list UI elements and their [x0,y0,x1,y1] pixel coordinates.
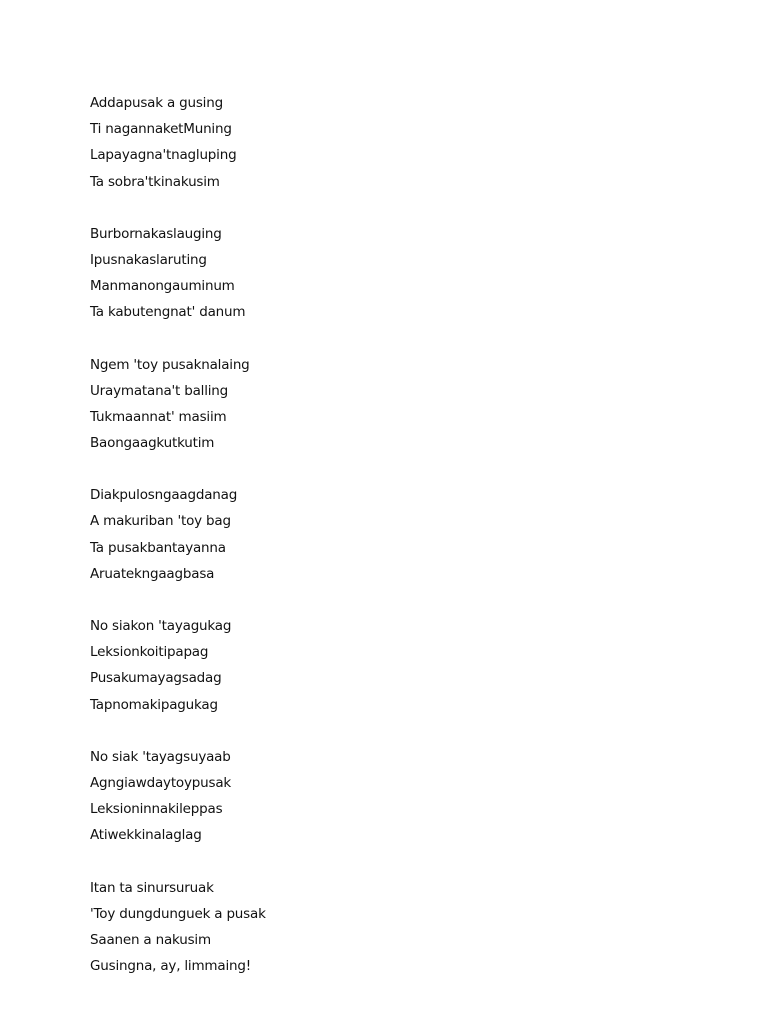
poem-line: Uraymatana't balling [90,382,229,399]
poem-line: 'Toy dungdunguek a pusak [90,905,266,922]
poem-line: Pusakumayagsadag [90,670,222,687]
stanza [90,221,266,326]
poem-line: Lapayagna'tnagluping [90,147,237,164]
poem-line: Aruatekngaagbasa [90,565,215,582]
poem-line: No siak 'tayagsuyaab [90,748,231,765]
poem-line: A makuriban 'toy bag [90,513,231,530]
poem-line: Gusingna, ay, limmaing! [90,958,251,975]
poem-line: Ngem 'toy pusaknalaing [90,356,250,373]
poem [90,90,266,1005]
stanza [90,744,266,849]
poem-line: Saanen a nakusim [90,931,211,948]
poem-line: Burbornakaslauging [90,225,222,242]
poem-line: Addapusak a gusing [90,95,223,111]
poem-line: Ta sobra'tkinakusim [90,173,220,190]
poem-line: Itan ta sinursuruak [90,879,214,896]
poem-line: Tapnomakipagukag [90,696,218,713]
poem-line: Ta pusakbantayanna [90,539,226,556]
poem-line: Ipusnakaslaruting [90,251,207,268]
poem-line: Leksioninnakileppas [90,801,223,818]
stanza [90,352,266,457]
poem-line: Manmanongauminum [90,278,235,295]
stanza [90,90,266,195]
poem-line: Baongaagkutkutim [90,435,215,452]
poem-line: Leksionkoitipapag [90,644,209,661]
poem-line: Tukmaannat' masiim [90,408,227,425]
poem-line: Agngiawdaytoypusak [90,774,232,791]
stanza [90,482,266,587]
poem-line: Atiwekkinalaglag [90,827,202,844]
stanza [90,613,266,718]
poem-line: Diakpulosngaagdanag [90,487,238,504]
poem-line: Ta kabutengnat' danum [90,304,246,321]
poem-line: No siakon 'tayagukag [90,618,232,634]
stanza [90,875,266,980]
poem-line: Ti nagannaketMuning [90,121,232,138]
